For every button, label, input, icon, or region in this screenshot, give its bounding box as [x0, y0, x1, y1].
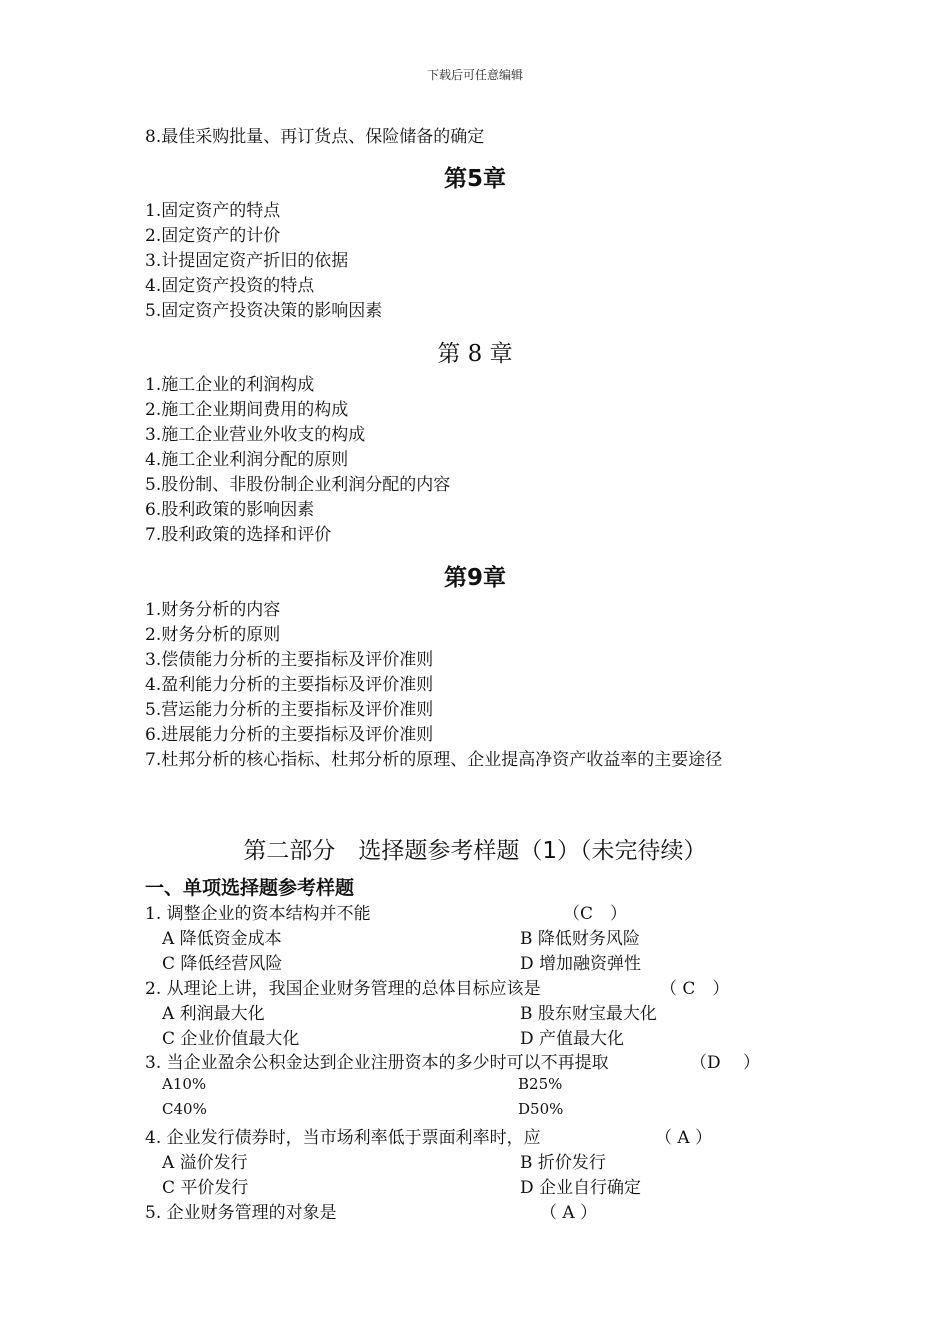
option-a: A 溢价发行	[162, 1153, 248, 1173]
ch8-item: 2.施工企业期间费用的构成	[145, 400, 349, 420]
question-1-text: 1. 调整企业的资本结构并不能	[145, 904, 371, 924]
ch5-item: 5.固定资产投资决策的影响因素	[145, 301, 383, 321]
ch8-item: 7.股利政策的选择和评价	[145, 525, 332, 545]
option-d: D50%	[518, 1100, 564, 1118]
ch9-item: 6.进展能力分析的主要指标及评价准则	[145, 725, 434, 745]
option-d: D 产值最大化	[520, 1029, 625, 1049]
option-b: B25%	[518, 1075, 563, 1093]
ch5-item: 1.固定资产的特点	[145, 201, 281, 221]
option-a: A 降低资金成本	[162, 929, 282, 949]
question-3-text: 3. 当企业盈余公积金达到企业注册资本的多少时可以不再提取	[145, 1053, 609, 1073]
ch9-item: 7.杜邦分析的核心指标、杜邦分析的原理、企业提高净资产收益率的主要途径	[145, 750, 723, 770]
option-b: B 折价发行	[520, 1153, 606, 1173]
option-c: C 平价发行	[162, 1178, 249, 1198]
ch8-item: 3.施工企业营业外收支的构成	[145, 425, 366, 445]
chapter-9-title: 第9章	[443, 565, 506, 591]
ch9-item: 3.偿债能力分析的主要指标及评价准则	[145, 650, 434, 670]
ch9-item: 5.营运能力分析的主要指标及评价准则	[145, 700, 434, 720]
chapter-8-title: 第 8 章	[437, 341, 513, 367]
option-b: B 股东财宝最大化	[520, 1004, 657, 1024]
ch5-item: 3.计提固定资产折旧的依据	[145, 251, 349, 271]
option-c: C 企业价值最大化	[162, 1029, 300, 1049]
ch9-item: 2.财务分析的原则	[145, 625, 281, 645]
ch9-item: 1.财务分析的内容	[145, 600, 281, 620]
ch8-item: 4.施工企业利润分配的原则	[145, 450, 349, 470]
question-2-answer: （ C ）	[660, 979, 730, 999]
page-header-note: 下载后可任意编辑	[426, 68, 523, 82]
section-title: 一、单项选择题参考样题	[145, 877, 355, 899]
question-4-text: 4. 企业发行债券时，当市场利率低于票面利率时，应	[145, 1128, 541, 1148]
ch5-item: 2.固定资产的计价	[145, 226, 281, 246]
question-4-answer: （ A ）	[655, 1128, 713, 1148]
ch8-item: 1.施工企业的利润构成	[145, 375, 315, 395]
option-c: C40%	[162, 1100, 207, 1118]
option-d: D 增加融资弹性	[520, 954, 642, 974]
question-2-text: 2. 从理论上讲，我国企业财务管理的总体目标应该是	[145, 979, 541, 999]
question-5-text: 5. 企业财务管理的对象是	[145, 1203, 337, 1223]
question-3-answer: （D ）	[690, 1053, 761, 1073]
question-1-answer: （C ）	[563, 904, 628, 924]
ch8-item: 6.股利政策的影响因素	[145, 500, 315, 520]
ch5-item: 4.固定资产投资的特点	[145, 276, 315, 296]
question-5-answer: （ A ）	[540, 1203, 598, 1223]
option-a: A10%	[162, 1075, 207, 1093]
ch8-item: 5.股份制、非股份制企业利润分配的内容	[145, 475, 451, 495]
ch4-item-8: 8.最佳采购批量、再订货点、保险储备的确定	[145, 127, 485, 147]
option-b: B 降低财务风险	[520, 929, 640, 949]
option-a: A 利润最大化	[162, 1004, 265, 1024]
option-c: C 降低经营风险	[162, 954, 283, 974]
option-d: D 企业自行确定	[520, 1178, 642, 1198]
chapter-5-title: 第5章	[443, 166, 506, 192]
part-2-title: 第二部分 选择题参考样题（1）（未完待续）	[243, 838, 707, 864]
ch9-item: 4.盈利能力分析的主要指标及评价准则	[145, 675, 434, 695]
